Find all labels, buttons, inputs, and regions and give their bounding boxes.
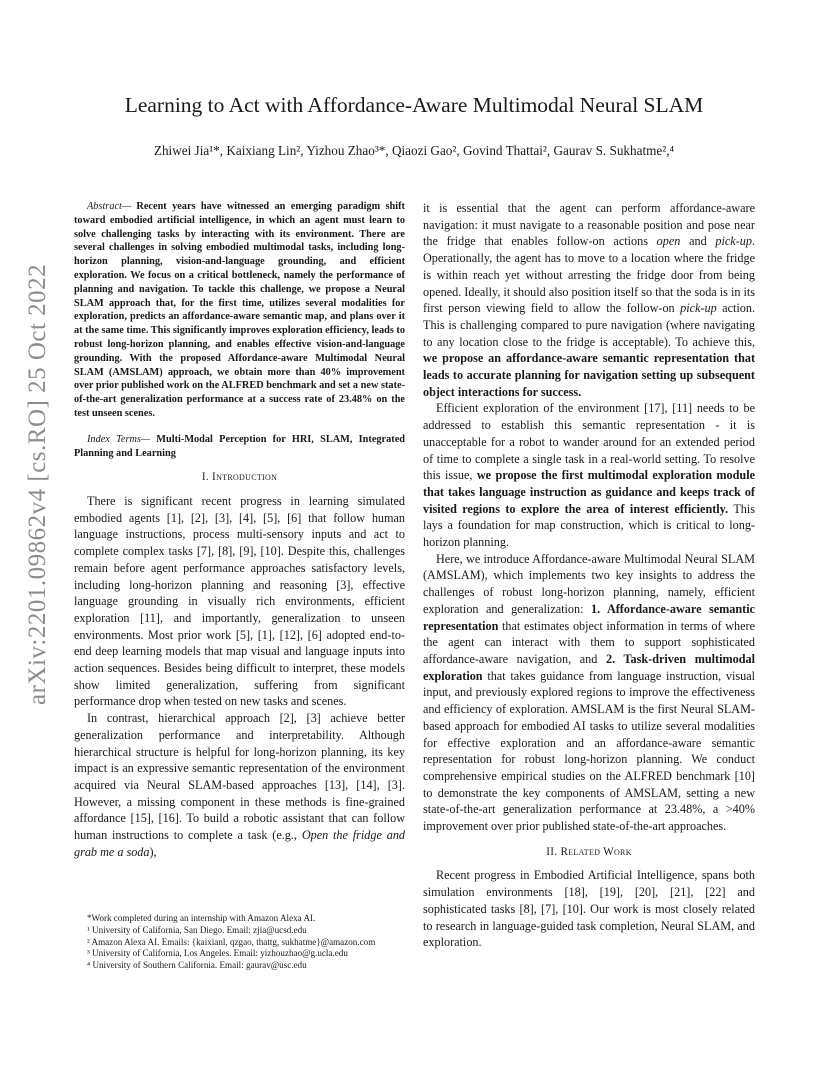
- intro-paragraph-2: In contrast, hierarchical approach [2], [3] achieve better generalization performance and interpretability. Although hierarchical structure is helpful for long-horizon planning, its key impact is an expressive semantic representation of the environment acquired via Neural SLAM-based approaches [13], [14], [3]. However, a missing component in these methods is fine-grained affordance [15], [16]. To build a robotic assistant that can follow human instructions to complete a task (e.g., Open the fridge and grab me a soda),: [74, 711, 406, 859]
- footnotes: [74, 913, 405, 972]
- intro-paragraph-4: Here, we introduce Affordance-aware Multimodal Neural SLAM (AMSLAM), which implements two key insights to address the challenges of robust long-horizon planning, namely, efficient exploration and generalization: 1. Affordance-aware semantic representation that estimates object information in terms of where the agent can interact with them to support sophisticated affordance-aware navigation, and 2. Task-driven multimodal exploration that takes guidance from language instruction, visual input, and previously explored regions to improve the effectiveness and efficiency of exploration. AMSLAM is the first Neural SLAM-based approach for embodied AI tasks to utilize several modalities for effective exploration and an affordance-aware semantic representation for robust long-horizon planning. We conduct comprehensive empirical studies on the ALFRED benchmark [10] to demonstrate the key components of AMSLAM, setting a new state-of-the-art generalization performance at 23.48%, a >40% improvement over prior published state-of-the-art approaches.: [423, 551, 755, 834]
- footnote-amazon: ² Amazon Alexa AI. Emails: {kaixianl, qzgao, thattg, sukhatme}@amazon.com: [87, 936, 376, 947]
- section-heading-related-work: II. Related Work: [546, 845, 632, 858]
- abstract: [74, 200, 405, 421]
- arxiv-identifier: [22, 263, 52, 710]
- arxiv-identifier-text: arXiv:2201.09862v4 [cs.RO] 25 Oct 2022: [24, 263, 51, 705]
- related-work-paragraph-1: Recent progress in Embodied Artificial Intelligence, spans both simulation environments [18], [19], [20], [21], [22] and sophisticated tasks [8], [7], [10]. Our work is most closely related to research in language-guided task completion, Neural SLAM, and exploration.: [423, 868, 755, 950]
- paper-title: Learning to Act with Affordance-Aware Multimodal Neural SLAM: [124, 93, 704, 117]
- footnote-ucsd: ¹ University of California, San Diego. Email: zjia@ucsd.edu: [87, 924, 307, 935]
- intro-paragraph-2-continued: it is essential that the agent can perform affordance-aware navigation: it must navigate to a reasonable position and pose near the fridge that enables follow-on actions open and pick-up. Operationally, the agent has to move to a location where the fridge is within reach yet without arresting the fridge door from being opened. Ideally, it should also position itself so that the soda is in its first person viewing field to allow the follow-on pick-up action. This is challenging compared to pure navigation (where navigating to any location close to the fridge is acceptable). To achieve this, we propose an affordance-aware semantic representation that leads to accurate planning for navigation setting up subsequent object interactions for success.: [423, 201, 756, 399]
- intro-paragraph-3: Efficient exploration of the environment [17], [11] needs to be addressed to establish this semantic representation - it is unacceptable for a robot to wander around for an extended period of time to complete a single task in a real-world setting. To resolve this issue, we propose the first multimodal exploration module that takes language instruction as guidance and keeps track of visited regions to explore the area of interest efficiently. This lays a foundation for map construction, which is critical to long-horizon planning.: [423, 401, 755, 550]
- right-column: [423, 200, 755, 951]
- abstract-label: Abstract—: [87, 201, 132, 212]
- footnote-ucla: ³ University of California, Los Angeles. Email: yizhouzhao@g.ucla.edu: [87, 948, 348, 959]
- index-terms-label: Index Terms—: [87, 433, 151, 445]
- section-heading-introduction: I. Introduction: [201, 471, 278, 484]
- intro-paragraph-1: There is significant recent progress in learning simulated embodied agents [1], [2], [3], [4], [5], [6] that follow human language instructions, process multi-sensory inputs and act to complete complex tasks [7], [8], [9], [10]. Despite this, challenges remain before agent performance approaches satisfactory levels, including long-horizon planning and reasoning [3], effective language grounding in visually rich environments, efficient exploration [11], and importantly, generalization to unseen environments. Most prior work [5], [1], [12], [6] adopted end-to-end deep learning models that map visual and language inputs into action sequences. Besides being difficult to interpret, these models show limited generalization, suffering from significant performance drop when tested on new tasks and scenes.: [74, 494, 405, 709]
- index-terms-text: Multi-Modal Perception for HRI, SLAM, Integrated Planning and Learning: [74, 433, 405, 459]
- left-column: [74, 200, 405, 861]
- abstract-text: Recent years have witnessed an emerging paradigm shift toward embodied artificial intelligence, in which an agent must learn to solve challenging tasks by interacting with its environment. There are several challenges in solving embodied multimodal tasks, including long-horizon planning, vision-and-language grounding, and efficient exploration. We focus on a critical bottleneck, namely the performance of planning and navigation. To tackle this challenge, we propose a Neural SLAM approach that, for the first time, utilizes several modalities for exploration, predicts an affordance-aware semantic map, and plans over it at the same time. This significantly improves exploration efficiency, leads to robust long-horizon planning, and enables effective vision-and-language grounding. With the proposed Affordance-aware Multimodal Neural SLAM (AMSLAM) approach, we obtain more than 40% improvement over prior published work on the ALFRED benchmark and set a new state-of-the-art generalization performance at a success rate of 23.48% on the test unseen scenes.: [74, 201, 405, 419]
- index-terms: [74, 433, 405, 461]
- author-list: Zhiwei Jia¹*, Kaixiang Lin², Yizhou Zhao³*, Qiaozi Gao², Govind Thattai², Gaurav S. Sukhatme²,⁴: [153, 143, 675, 158]
- footnote-internship: *Work completed during an internship with Amazon Alexa AI.: [87, 913, 316, 923]
- footnote-usc: ⁴ University of Southern California. Email: gaurav@usc.edu: [87, 960, 307, 971]
